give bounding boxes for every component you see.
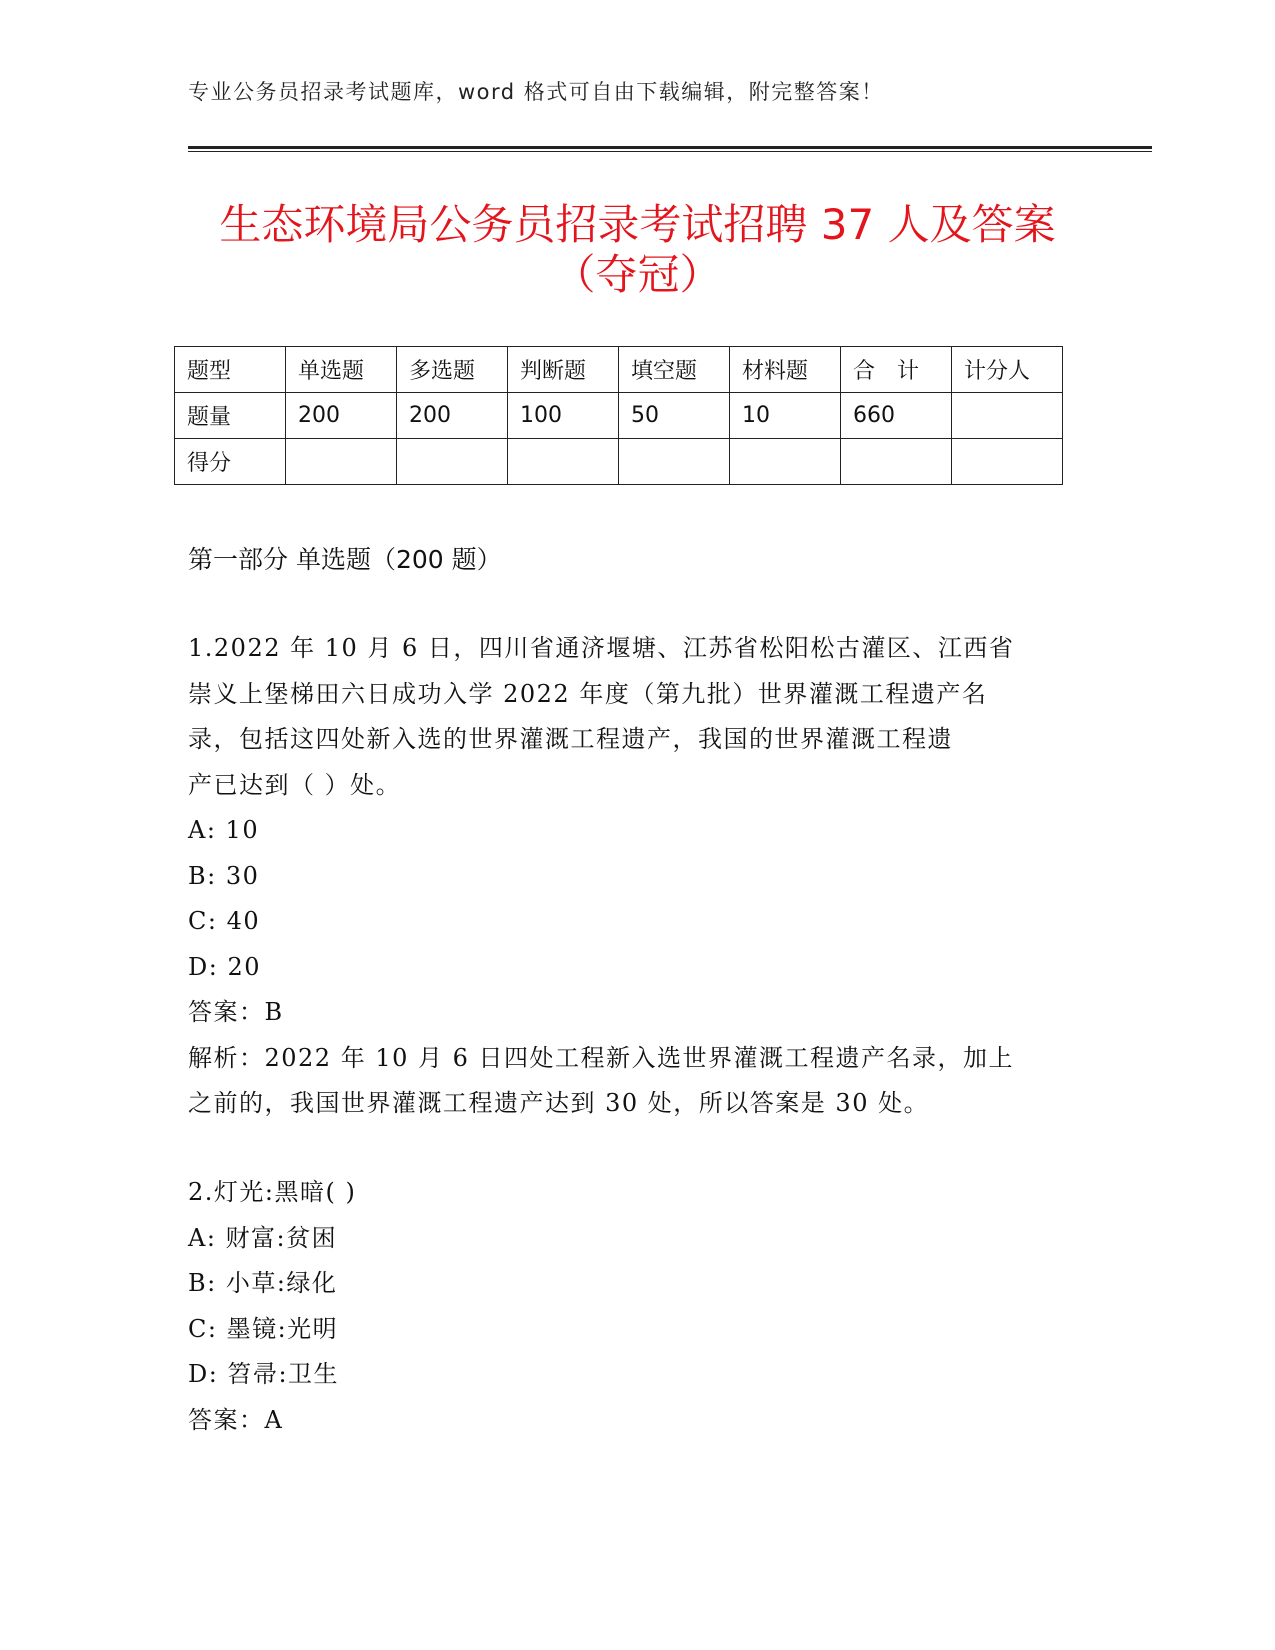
answer-label: 答案： (188, 998, 265, 1026)
title-line-1: 生态环境局公务员招录考试招聘 37 人及答案 (219, 200, 1056, 249)
section-title: 第一部分 单选题（200 题） (188, 545, 502, 574)
question-1-answer (188, 990, 1088, 1036)
answer-label: 答案： (188, 1405, 265, 1434)
question-1-option-b: B: 30 (188, 861, 260, 890)
question-1-stem-line: 录，包括这四处新入选的世界灌溉工程遗产，我国的世界灌溉工程遗 (188, 725, 953, 753)
question-1-analysis-cont: 之前的，我国世界灌溉工程遗产达到 30 处，所以答案是 30 处。 (188, 1089, 930, 1117)
cell-count-single: 200 (286, 393, 397, 439)
question-1-stem-line: 产已达到（ ）处。 (188, 770, 402, 799)
cell-header-type: 题型 (175, 347, 286, 393)
cell-header-single: 单选题 (286, 347, 397, 393)
question-2-option-c: C: 墨镜:光明 (188, 1314, 339, 1343)
cell-score-fill (619, 439, 730, 485)
cell-count-material: 10 (730, 393, 841, 439)
question-1-stem-line: 崇义上堡梯田六日成功入学 2022 年度（第九批）世界灌溉工程遗产名 (188, 679, 988, 708)
header-rule-thin (188, 151, 1152, 152)
question-2-answer (188, 1398, 1088, 1444)
cell-score-multi (397, 439, 508, 485)
cell-header-material: 材料题 (730, 347, 841, 393)
score-table-header-row (175, 347, 1063, 393)
cell-header-scorer: 计分人 (952, 347, 1063, 393)
analysis-label: 解析： (188, 1043, 265, 1072)
cell-count-multi: 200 (397, 393, 508, 439)
cell-count-fill: 50 (619, 393, 730, 439)
cell-header-total: 合 计 (841, 347, 952, 393)
cell-count-label: 题量 (175, 393, 286, 439)
cell-score-material (730, 439, 841, 485)
analysis-text: 2022 年 10 月 6 日四处工程新入选世界灌溉工程遗产名录，加上 (264, 1043, 1015, 1072)
cell-count-judge: 100 (508, 393, 619, 439)
question-2 (188, 1170, 1088, 1443)
header-rule-thick (188, 146, 1152, 149)
cell-header-judge: 判断题 (508, 347, 619, 393)
question-1-option-a: A: 10 (188, 816, 260, 844)
document-title (170, 200, 1105, 300)
score-table-count-row (175, 393, 1063, 439)
question-2-option-b: B: 小草:绿化 (188, 1269, 338, 1297)
cell-score-single (286, 439, 397, 485)
question-1-option-c: C: 40 (188, 907, 261, 935)
cell-count-scorer (952, 393, 1063, 439)
title-line-2: （夺冠） (553, 250, 722, 299)
header-note: 专业公务员招录考试题库，word 格式可自由下载编辑，附完整答案！ (188, 80, 884, 104)
question-1-option-d: D: 20 (188, 952, 261, 981)
score-table (174, 346, 1063, 485)
question-2-option-d: D: 笤帚:卫生 (188, 1360, 340, 1388)
cell-count-total: 660 (841, 393, 952, 439)
cell-header-multi: 多选题 (397, 347, 508, 393)
cell-score-total (841, 439, 952, 485)
question-1 (188, 626, 1088, 1127)
question-2-stem-line: 2.灯光:黑暗( ) (188, 1178, 357, 1206)
answer-value: A (264, 1405, 284, 1434)
cell-score-label: 得分 (175, 439, 286, 485)
question-1-analysis (188, 1036, 1088, 1082)
score-table-score-row (175, 439, 1063, 485)
cell-score-scorer (952, 439, 1063, 485)
question-2-option-a: A: 财富:贫困 (188, 1223, 338, 1252)
cell-header-fill: 填空题 (619, 347, 730, 393)
answer-value: B (264, 998, 284, 1026)
cell-score-judge (508, 439, 619, 485)
question-1-stem-line: 1.2022 年 10 月 6 日，四川省通济堰塘、江苏省松阳松古灌区、江西省 (188, 634, 1015, 662)
